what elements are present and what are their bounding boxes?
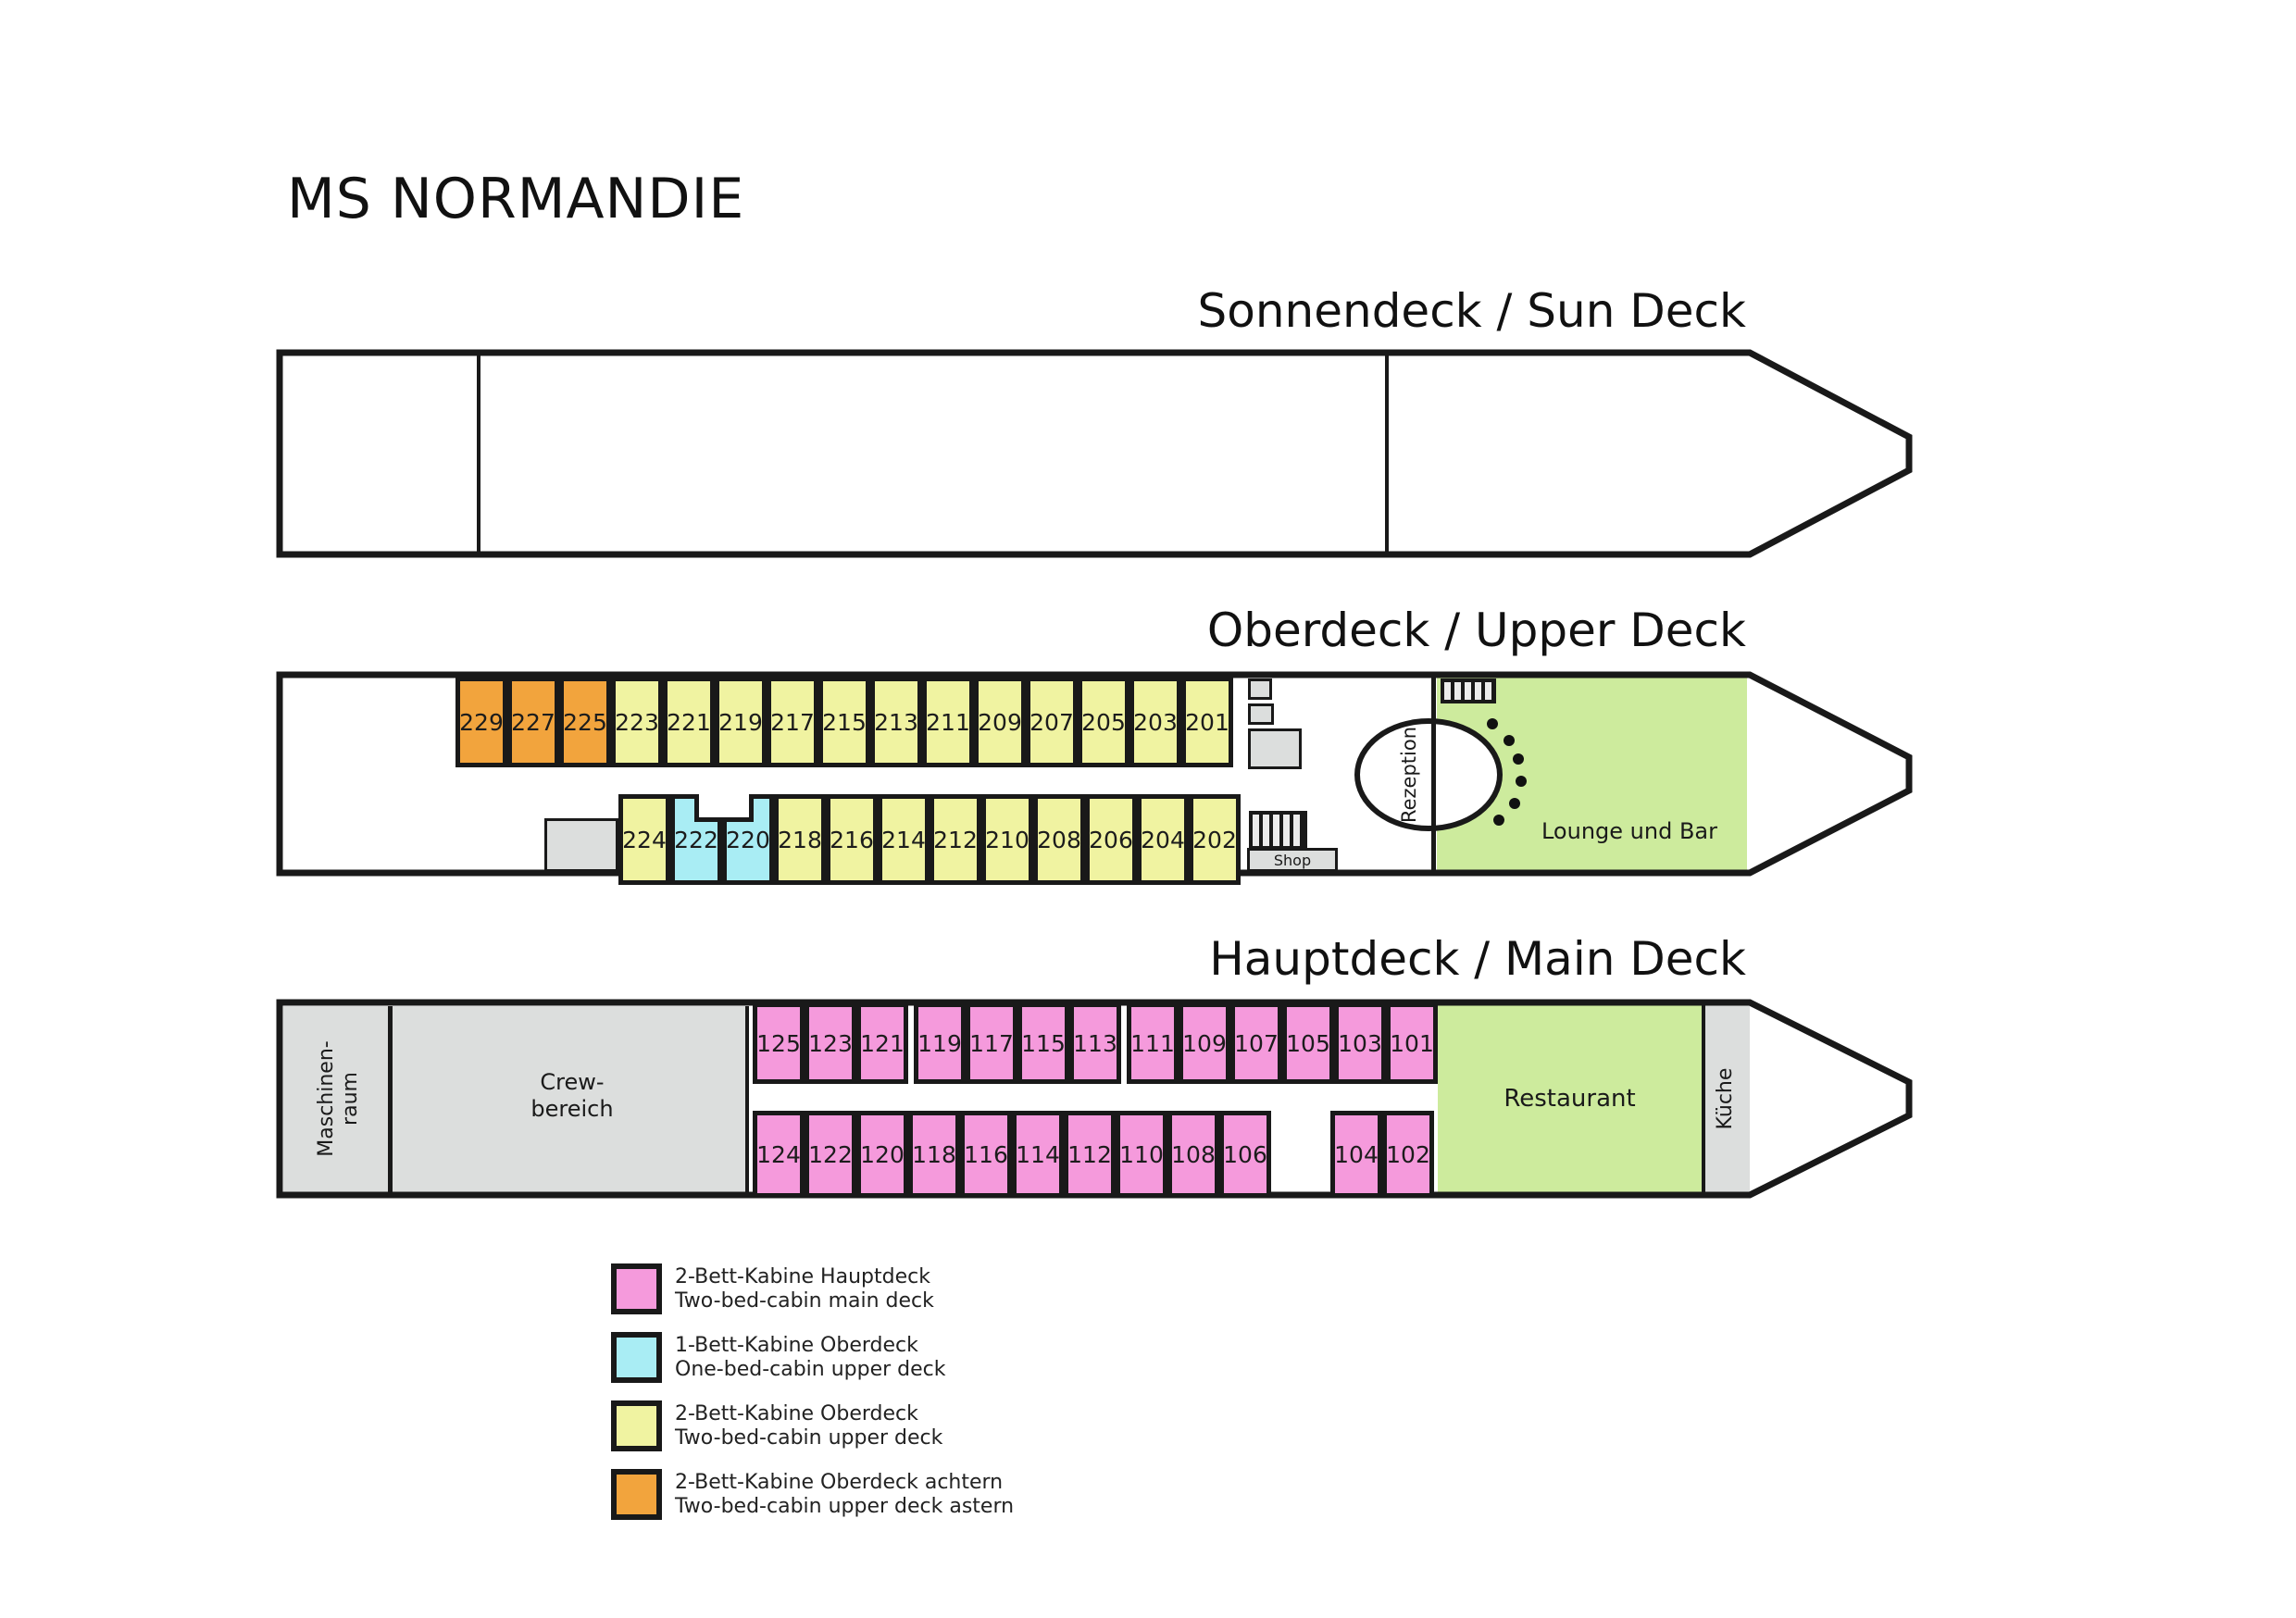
stool-dot <box>1516 776 1527 787</box>
cabin-120: 120 <box>856 1111 908 1198</box>
legend-label-en: Two-bed-cabin upper deck <box>675 1426 943 1450</box>
cabin-208: 208 <box>1033 794 1085 885</box>
cabin-108: 108 <box>1167 1111 1219 1198</box>
legend-swatch-single <box>611 1332 662 1383</box>
lounge-bar-label: Lounge und Bar <box>1541 818 1717 844</box>
upper-deck-service-box <box>544 818 618 872</box>
cabin-122: 122 <box>805 1111 856 1198</box>
legend-swatch-upper <box>611 1400 662 1451</box>
cabin-212: 212 <box>930 794 981 885</box>
cabin-218: 218 <box>774 794 826 885</box>
cabin-123: 123 <box>805 1002 856 1084</box>
engine-room-label-line2: raum <box>339 1072 362 1126</box>
cabin-107: 107 <box>1230 1002 1282 1084</box>
shop-area <box>1247 848 1338 872</box>
page-title: MS NORMANDIE <box>287 167 745 231</box>
cabin-222: 222 <box>670 794 722 885</box>
crew-area-label <box>398 1069 746 1123</box>
cabin-206: 206 <box>1085 794 1137 885</box>
reception-desk <box>1354 718 1503 831</box>
cabin-103: 103 <box>1334 1002 1386 1084</box>
cabin-213: 213 <box>870 677 922 767</box>
cabin-124: 124 <box>753 1111 805 1198</box>
cabin-221: 221 <box>663 677 715 767</box>
cabin-224: 224 <box>618 794 670 885</box>
main-deck-heading: Hauptdeck / Main Deck <box>1209 932 1746 986</box>
legend-label-de: 1-Bett-Kabine Oberdeck <box>675 1334 918 1357</box>
cabin-216: 216 <box>826 794 878 885</box>
cabin-214: 214 <box>878 794 930 885</box>
legend-swatch-main <box>611 1263 662 1314</box>
cabin-203: 203 <box>1129 677 1181 767</box>
crew-label-line1: Crew- <box>540 1069 605 1095</box>
cabin-201: 201 <box>1181 677 1233 767</box>
mid-locker <box>1248 728 1302 769</box>
cabin-105: 105 <box>1282 1002 1334 1084</box>
small-locker-1 <box>1248 678 1272 700</box>
cabin-223: 223 <box>611 677 663 767</box>
cabin-119: 119 <box>914 1002 966 1084</box>
legend-label-en: Two-bed-cabin main deck <box>675 1289 934 1313</box>
cabin-215: 215 <box>818 677 870 767</box>
cabin-207: 207 <box>1026 677 1078 767</box>
shop-label: Shop <box>1273 851 1312 869</box>
cabin-113: 113 <box>1069 1002 1121 1084</box>
stool-dot <box>1504 735 1515 746</box>
legend-label-de: 2-Bett-Kabine Hauptdeck <box>675 1265 930 1288</box>
legend-label-en: Two-bed-cabin upper deck astern <box>675 1495 1015 1518</box>
legend-label-de: 2-Bett-Kabine Oberdeck <box>675 1402 918 1425</box>
cabin-229: 229 <box>455 677 507 767</box>
restaurant-label: Restaurant <box>1504 1085 1636 1113</box>
cabin-102: 102 <box>1382 1111 1434 1198</box>
cabin-210: 210 <box>981 794 1033 885</box>
cabin-209: 209 <box>974 677 1026 767</box>
cabin-110: 110 <box>1116 1111 1167 1198</box>
cabin-114: 114 <box>1012 1111 1064 1198</box>
bulkhead-line <box>1431 678 1436 871</box>
kitchen-label: Küche <box>1714 1067 1737 1130</box>
cabin-219: 219 <box>715 677 767 767</box>
cabin-217: 217 <box>767 677 818 767</box>
stairs-icon <box>1249 811 1307 850</box>
sun-deck-hull <box>280 353 1909 554</box>
cabin-115: 115 <box>1017 1002 1069 1084</box>
cabin-118: 118 <box>908 1111 960 1198</box>
stool-dot <box>1493 815 1504 826</box>
cabin-117: 117 <box>966 1002 1017 1084</box>
legend-item-astern-cabin <box>611 1469 1014 1520</box>
sun-deck-heading: Sonnendeck / Sun Deck <box>1197 284 1746 338</box>
cabin-112: 112 <box>1064 1111 1116 1198</box>
stool-dot <box>1509 798 1520 809</box>
legend-label-de: 2-Bett-Kabine Oberdeck achtern <box>675 1471 1004 1494</box>
legend-item-single-cabin <box>611 1332 946 1383</box>
cabin-220: 220 <box>722 794 774 885</box>
cabin-entry-notch <box>694 794 754 822</box>
cabin-111: 111 <box>1127 1002 1179 1084</box>
cabin-104: 104 <box>1330 1111 1382 1198</box>
cabin-205: 205 <box>1078 677 1129 767</box>
cabin-202: 202 <box>1189 794 1241 885</box>
upper-deck-heading: Oberdeck / Upper Deck <box>1206 604 1746 657</box>
legend-label-en: One-bed-cabin upper deck <box>675 1358 946 1381</box>
stairs-icon <box>1441 678 1496 703</box>
cabin-116: 116 <box>960 1111 1012 1198</box>
small-locker-2 <box>1248 703 1274 725</box>
stool-dot <box>1487 718 1498 729</box>
cabin-227: 227 <box>507 677 559 767</box>
cabin-101: 101 <box>1386 1002 1438 1084</box>
cabin-204: 204 <box>1137 794 1189 885</box>
legend-item-main-deck-cabin <box>611 1263 934 1314</box>
crew-label-line2: bereich <box>530 1096 614 1122</box>
cabin-225: 225 <box>559 677 611 767</box>
cabin-125: 125 <box>753 1002 805 1084</box>
reception-label: Rezeption <box>1398 726 1420 824</box>
legend-item-upper-deck-cabin <box>611 1400 942 1451</box>
stool-dot <box>1513 753 1524 765</box>
cabin-109: 109 <box>1179 1002 1230 1084</box>
cabin-106: 106 <box>1219 1111 1271 1198</box>
cabin-211: 211 <box>922 677 974 767</box>
engine-room-label-line1: Maschinen- <box>315 1040 338 1157</box>
legend-swatch-astern <box>611 1469 662 1520</box>
engine-room-label <box>315 1034 363 1164</box>
cabin-121: 121 <box>856 1002 908 1084</box>
